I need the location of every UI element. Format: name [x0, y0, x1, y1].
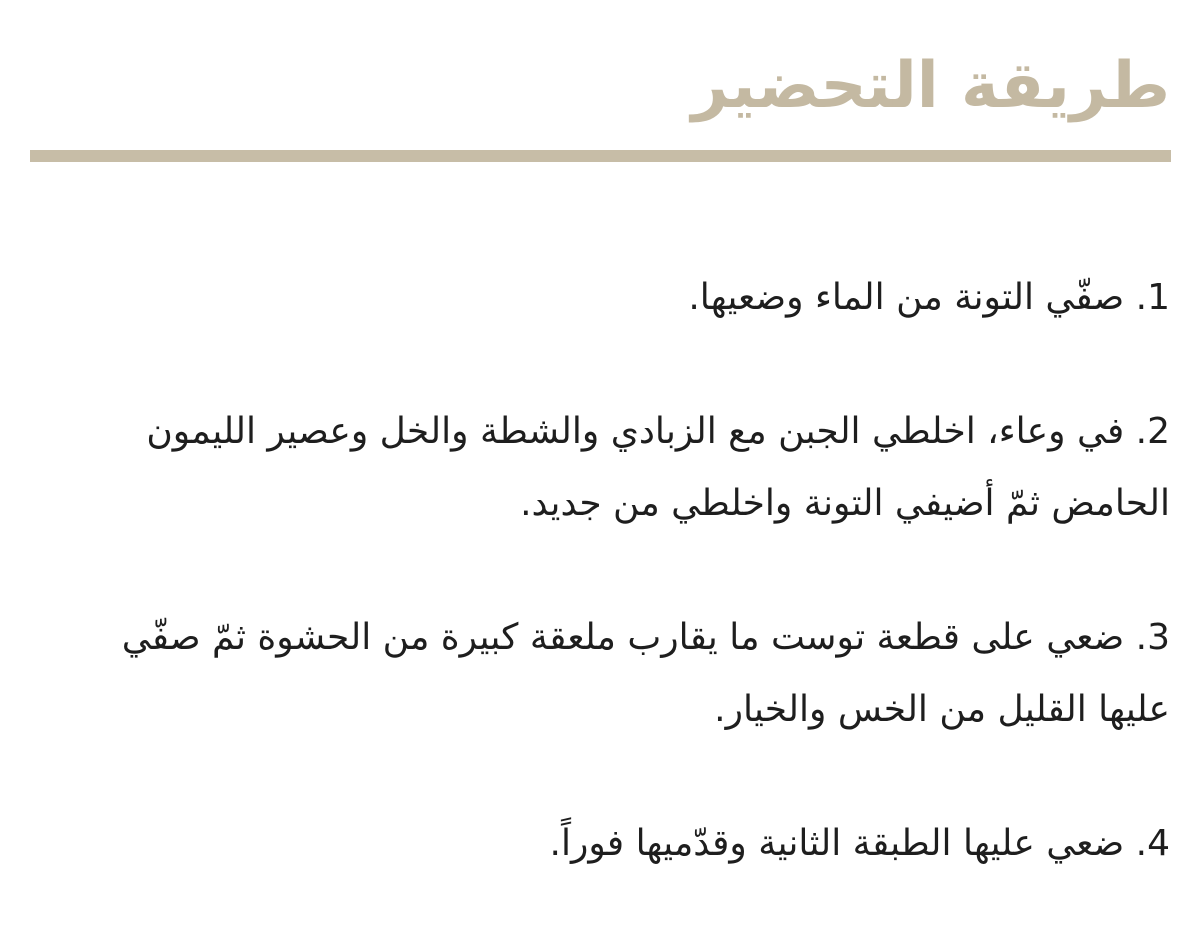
step-text: ضعي عليها الطبقة الثانية وقدّميها فوراً. [549, 823, 1125, 864]
page-title: طريقة التحضير [691, 49, 1170, 123]
step-number: 3. [1135, 617, 1170, 658]
step-1 [60, 262, 1170, 334]
step-3 [60, 602, 1170, 746]
step-text: ضعي على قطعة توست ما يقارب ملعقة كبيرة من الحشوة ثمّ صفّي عليها القليل من الخس والخيار. [121, 617, 1170, 730]
step-number: 2. [1135, 411, 1170, 452]
step-number: 1. [1135, 277, 1170, 318]
title-divider [30, 150, 1171, 162]
step-text: في وعاء، اخلطي الجبن مع الزبادي والشطة والخل وعصير الليمون الحامض ثمّ أضيفي التونة واخلطي من جديد. [146, 411, 1170, 524]
step-number: 4. [1135, 823, 1170, 864]
preparation-steps [60, 262, 1170, 880]
step-text: صفّي التونة من الماء وضعيها. [688, 277, 1125, 318]
step-2 [60, 396, 1170, 540]
step-4 [60, 808, 1170, 880]
